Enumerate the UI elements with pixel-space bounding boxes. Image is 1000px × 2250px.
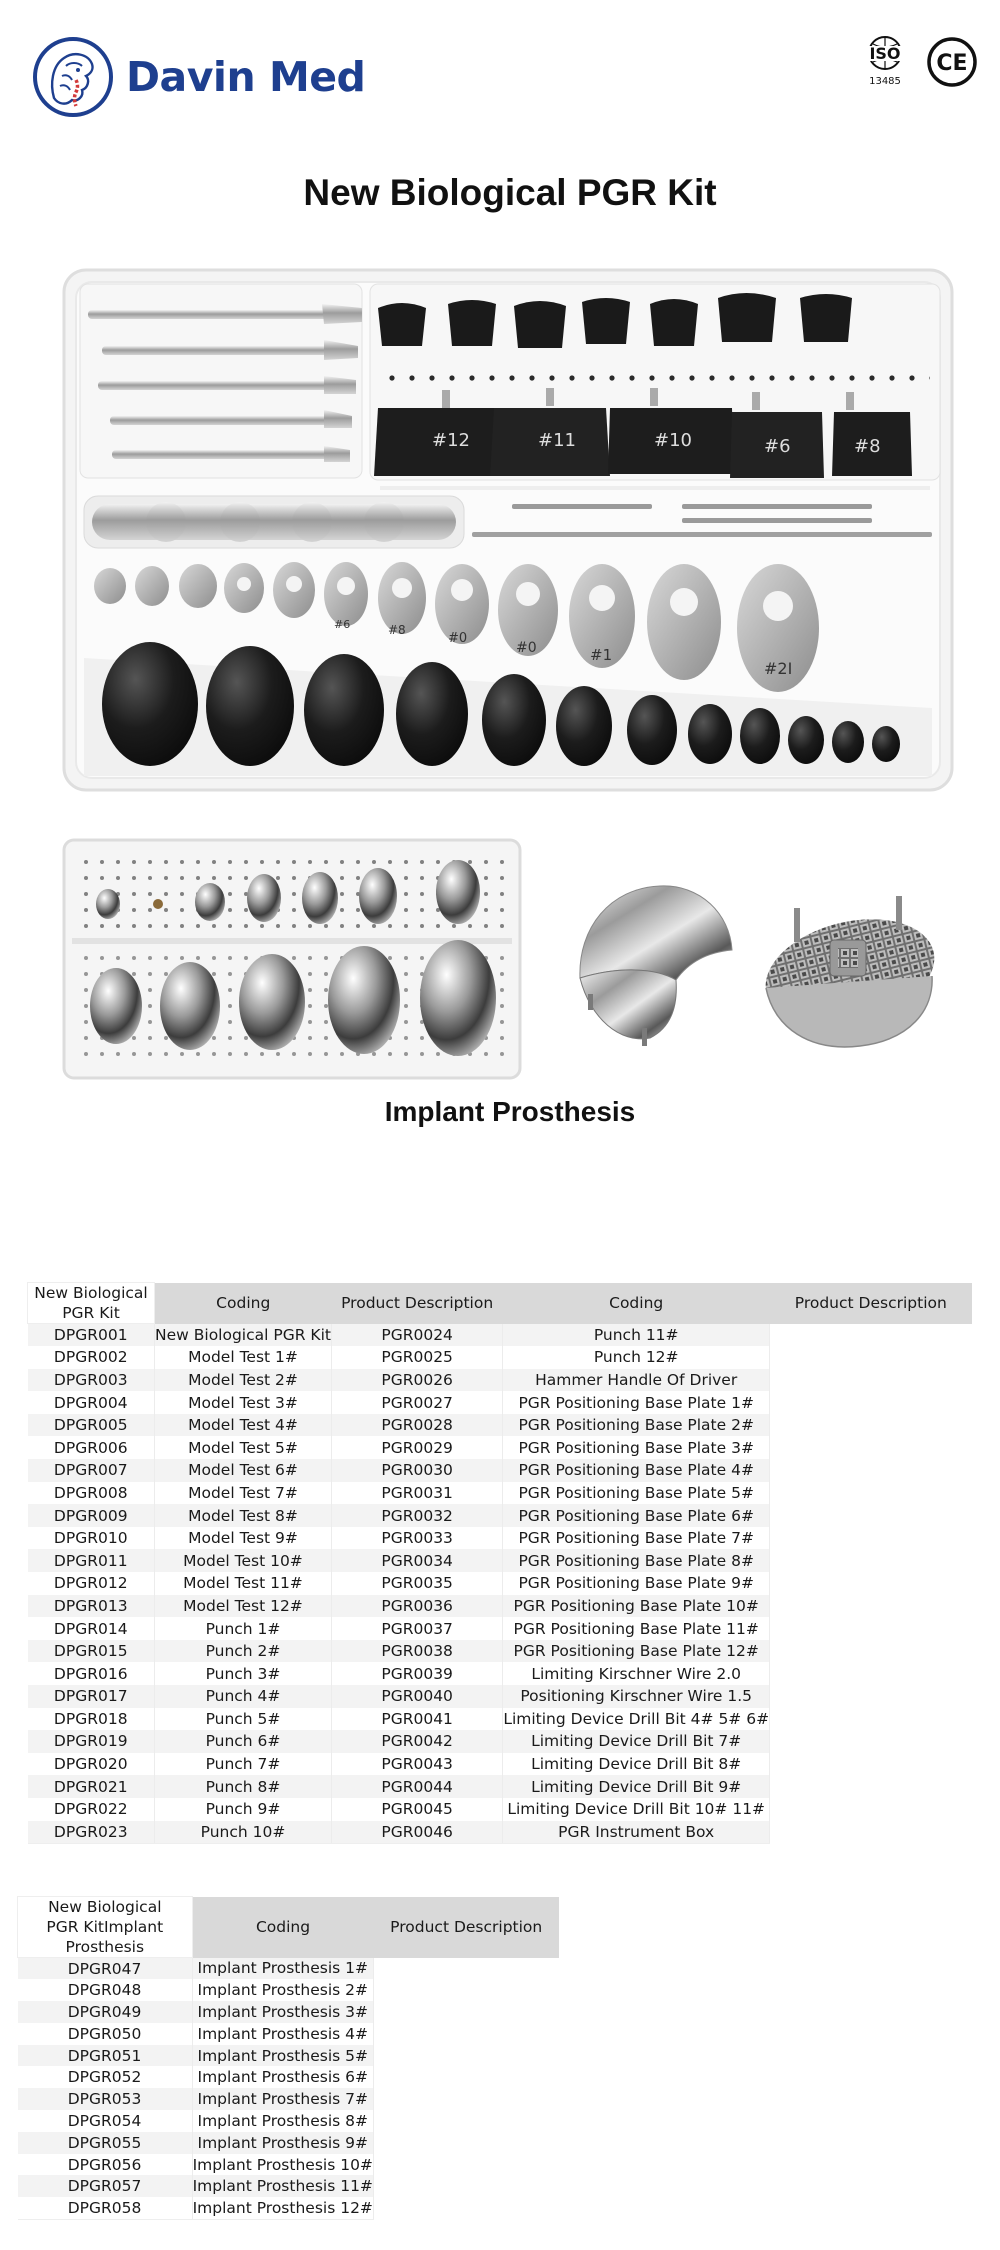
description-cell: PGR Positioning Base Plate 5# <box>503 1482 770 1505</box>
column-header: Coding <box>155 1283 332 1324</box>
description-cell: Model Test 2# <box>155 1369 332 1392</box>
description-cell: PGR Positioning Base Plate 12# <box>503 1640 770 1663</box>
plate-label: #8 <box>388 623 406 637</box>
description-cell: PGR Positioning Base Plate 9# <box>503 1572 770 1595</box>
coding-cell: DPGR050 <box>18 2023 193 2045</box>
table-row <box>28 1708 973 1731</box>
coding-cell: PGR0024 <box>331 1324 502 1347</box>
table-row <box>18 2110 560 2132</box>
coding-cell: DPGR015 <box>28 1640 155 1663</box>
table-row <box>28 1346 973 1369</box>
table-row <box>18 2001 560 2023</box>
coding-cell: PGR0041 <box>331 1708 502 1731</box>
coding-cell: DPGR013 <box>28 1595 155 1618</box>
coding-cell: DPGR009 <box>28 1504 155 1527</box>
iso-label: ISO <box>869 44 901 63</box>
description-cell: Implant Prosthesis 2# <box>192 1979 373 2001</box>
coding-cell: PGR0028 <box>331 1414 502 1437</box>
brand-name: Davin Med <box>126 53 366 101</box>
description-cell: Model Test 10# <box>155 1549 332 1572</box>
coding-cell: PGR0044 <box>331 1775 502 1798</box>
coding-cell: PGR0035 <box>331 1572 502 1595</box>
description-cell: Positioning Kirschner Wire 1.5 <box>503 1685 770 1708</box>
coding-cell: PGR0026 <box>331 1369 502 1392</box>
description-cell: Limiting Device Drill Bit 10# 11# <box>503 1798 770 1821</box>
description-cell: Model Test 7# <box>155 1482 332 1505</box>
column-header: Coding <box>503 1283 770 1324</box>
coding-cell: DPGR012 <box>28 1572 155 1595</box>
implant-product-table <box>17 1896 559 2220</box>
description-cell: Implant Prosthesis 11# <box>192 2177 373 2196</box>
description-cell: Model Test 4# <box>155 1414 332 1437</box>
coding-cell: DPGR021 <box>28 1775 155 1798</box>
table-header-row <box>28 1283 973 1324</box>
coding-cell: PGR0045 <box>331 1798 502 1821</box>
table-row <box>18 2154 560 2176</box>
coding-cell: PGR0034 <box>331 1549 502 1572</box>
description-cell: Model Test 3# <box>155 1391 332 1414</box>
table-row <box>28 1572 973 1595</box>
porous-base-implant <box>754 896 940 1047</box>
description-cell: Implant Prosthesis 12# <box>192 2197 373 2219</box>
table-row <box>28 1369 973 1392</box>
description-cell: New Biological PGR Kit <box>155 1324 332 1347</box>
table-row <box>28 1482 973 1505</box>
coding-cell: DPGR003 <box>28 1369 155 1392</box>
plate-label: #0 <box>516 640 537 656</box>
description-cell: Punch 6# <box>155 1730 332 1753</box>
table-row <box>28 1527 973 1550</box>
description-cell: PGR Positioning Base Plate 4# <box>503 1459 770 1482</box>
description-cell: Implant Prosthesis 10# <box>192 2155 373 2174</box>
table-row <box>18 2023 560 2045</box>
coding-cell: DPGR047 <box>18 1958 193 1980</box>
description-cell: Model Test 8# <box>155 1504 332 1527</box>
table-row <box>18 1979 560 2001</box>
description-cell: Model Test 6# <box>155 1459 332 1482</box>
description-cell: Model Test 11# <box>155 1572 332 1595</box>
coding-cell: DPGR020 <box>28 1753 155 1776</box>
table-row <box>28 1595 973 1618</box>
coding-cell: PGR0033 <box>331 1527 502 1550</box>
table-row <box>28 1391 973 1414</box>
description-cell: Limiting Device Drill Bit 4# 5# 6# <box>503 1708 770 1731</box>
coding-cell: DPGR005 <box>28 1414 155 1437</box>
description-cell: Model Test 9# <box>155 1527 332 1550</box>
description-cell: Implant Prosthesis 9# <box>192 2132 373 2154</box>
coding-cell: PGR0031 <box>331 1482 502 1505</box>
description-cell: Punch 4# <box>155 1685 332 1708</box>
column-header: Product Description <box>373 1897 559 1958</box>
description-cell: Punch 7# <box>155 1753 332 1776</box>
coding-cell: DPGR011 <box>28 1549 155 1572</box>
description-cell: Limiting Device Drill Bit 9# <box>503 1775 770 1798</box>
description-cell: PGR Positioning Base Plate 10# <box>503 1595 770 1618</box>
column-header: Coding <box>192 1897 373 1958</box>
coding-cell: PGR0030 <box>331 1459 502 1482</box>
coding-cell: PGR0037 <box>331 1617 502 1640</box>
coding-cell: DPGR008 <box>28 1482 155 1505</box>
description-cell: Hammer Handle Of Driver <box>503 1369 770 1392</box>
coding-cell: DPGR052 <box>18 2066 193 2088</box>
sage-head-logo-icon <box>32 36 114 118</box>
coding-cell: DPGR017 <box>28 1685 155 1708</box>
table-row <box>28 1459 973 1482</box>
ce-mark-icon <box>926 36 978 88</box>
table-row <box>28 1730 973 1753</box>
table-row <box>18 1958 560 1980</box>
coding-cell: PGR0036 <box>331 1595 502 1618</box>
table-row <box>28 1640 973 1663</box>
coding-cell: DPGR022 <box>28 1798 155 1821</box>
table-row <box>28 1617 973 1640</box>
group-label: New Biological PGR Kit <box>28 1283 155 1324</box>
description-cell: Limiting Kirschner Wire 2.0 <box>503 1662 770 1685</box>
coding-cell: PGR0042 <box>331 1730 502 1753</box>
coding-cell: DPGR056 <box>18 2154 193 2176</box>
table-row <box>18 2045 560 2067</box>
description-cell: Implant Prosthesis 7# <box>192 2088 373 2110</box>
coding-cell: DPGR048 <box>18 1979 193 2001</box>
description-cell: PGR Positioning Base Plate 8# <box>503 1549 770 1572</box>
coding-cell: DPGR053 <box>18 2088 193 2110</box>
page-title: New Biological PGR Kit <box>303 172 717 213</box>
coding-cell: PGR0029 <box>331 1436 502 1459</box>
coding-cell: PGR0027 <box>331 1391 502 1414</box>
coding-cell: DPGR018 <box>28 1708 155 1731</box>
table-row <box>28 1324 973 1347</box>
description-cell: Model Test 1# <box>155 1346 332 1369</box>
column-header: Product Description <box>770 1283 972 1324</box>
coding-cell: DPGR014 <box>28 1617 155 1640</box>
description-cell: PGR Positioning Base Plate 3# <box>503 1436 770 1459</box>
brand-logo[interactable] <box>32 36 365 118</box>
description-cell: PGR Instrument Box <box>503 1821 770 1844</box>
description-cell: Implant Prosthesis 8# <box>192 2110 373 2132</box>
table-row <box>28 1662 973 1685</box>
coding-cell: DPGR019 <box>28 1730 155 1753</box>
description-cell: PGR Positioning Base Plate 7# <box>503 1527 770 1550</box>
model-test-label: #10 <box>654 430 692 451</box>
table-row <box>28 1753 973 1776</box>
plate-label: #6 <box>334 618 351 631</box>
table-row <box>18 2066 560 2088</box>
implant-section-title: Implant Prosthesis <box>384 1096 636 1127</box>
coding-cell: DPGR051 <box>18 2045 193 2067</box>
coding-cell: DPGR016 <box>28 1662 155 1685</box>
coding-cell: PGR0038 <box>331 1640 502 1663</box>
coding-cell: DPGR010 <box>28 1527 155 1550</box>
description-cell: Implant Prosthesis 6# <box>192 2066 373 2088</box>
model-test-label: #11 <box>538 430 576 451</box>
description-cell: Punch 5# <box>155 1708 332 1731</box>
description-cell: Punch 12# <box>503 1346 770 1369</box>
coding-cell: DPGR055 <box>18 2132 193 2154</box>
table-header-row <box>18 1897 560 1958</box>
description-cell: Punch 8# <box>155 1775 332 1798</box>
certification-marks <box>858 36 978 88</box>
description-cell: Implant Prosthesis 1# <box>192 1958 373 1980</box>
description-cell: Model Test 12# <box>155 1595 332 1618</box>
description-cell: Punch 9# <box>155 1798 332 1821</box>
ce-label: CE <box>936 51 968 76</box>
plate-label: #2I <box>764 659 793 678</box>
description-cell: Model Test 5# <box>155 1436 332 1459</box>
femoral-shell-implant <box>580 886 732 1046</box>
table-row <box>28 1414 973 1437</box>
description-cell: Implant Prosthesis 4# <box>192 2023 373 2045</box>
table-row <box>28 1436 973 1459</box>
description-cell: Limiting Device Drill Bit 7# <box>503 1730 770 1753</box>
description-cell: Limiting Device Drill Bit 8# <box>503 1753 770 1776</box>
group-label: New Biological PGR KitImplant Prosthesis <box>18 1897 193 1958</box>
model-test-label: #6 <box>764 436 791 457</box>
coding-cell: PGR0025 <box>331 1346 502 1369</box>
description-cell: Implant Prosthesis 5# <box>192 2045 373 2067</box>
iso-number: 13485 <box>869 76 901 87</box>
description-cell: Punch 3# <box>155 1662 332 1685</box>
column-header: Product Description <box>331 1283 502 1324</box>
table-row <box>18 2132 560 2154</box>
coding-cell: DPGR002 <box>28 1346 155 1369</box>
pgr-kit-tray-image <box>62 268 954 792</box>
description-cell: Punch 2# <box>155 1640 332 1663</box>
table-row <box>28 1798 973 1821</box>
coding-cell: PGR0043 <box>331 1753 502 1776</box>
coding-cell: DPGR007 <box>28 1459 155 1482</box>
coding-cell: DPGR023 <box>28 1821 155 1844</box>
coding-cell: DPGR001 <box>28 1324 155 1347</box>
implant-closeup-image <box>560 868 940 1068</box>
coding-cell: PGR0032 <box>331 1504 502 1527</box>
table-row <box>28 1775 973 1798</box>
hammer-handle <box>84 496 464 548</box>
iso-certification-icon <box>858 36 912 88</box>
table-row <box>18 2088 560 2110</box>
table-row <box>28 1504 973 1527</box>
kit-product-table <box>27 1282 972 1844</box>
coding-cell: DPGR004 <box>28 1391 155 1414</box>
table-row <box>18 2197 560 2219</box>
description-cell: Punch 10# <box>155 1821 332 1844</box>
coding-cell: PGR0046 <box>331 1821 502 1844</box>
coding-cell: DPGR054 <box>18 2110 193 2132</box>
description-cell: Implant Prosthesis 3# <box>192 2001 373 2023</box>
coding-cell: PGR0040 <box>331 1685 502 1708</box>
table-row <box>18 2175 560 2197</box>
table-row <box>28 1821 973 1844</box>
model-test-label: #8 <box>854 436 881 457</box>
coding-cell: DPGR058 <box>18 2197 193 2219</box>
plate-label: #1 <box>590 646 613 664</box>
description-cell: PGR Positioning Base Plate 1# <box>503 1391 770 1414</box>
coding-cell: DPGR006 <box>28 1436 155 1459</box>
table-row <box>28 1685 973 1708</box>
implant-prosthesis-tray-image <box>62 838 522 1080</box>
coding-cell: DPGR049 <box>18 2001 193 2023</box>
coding-cell: PGR0039 <box>331 1662 502 1685</box>
plate-label: #0 <box>448 631 468 646</box>
description-cell: PGR Positioning Base Plate 11# <box>503 1617 770 1640</box>
description-cell: Punch 1# <box>155 1617 332 1640</box>
description-cell: PGR Positioning Base Plate 6# <box>503 1504 770 1527</box>
model-test-label: #12 <box>432 430 470 451</box>
description-cell: Punch 11# <box>503 1324 770 1347</box>
coding-cell: DPGR057 <box>18 2175 193 2197</box>
table-row <box>28 1549 973 1572</box>
description-cell: PGR Positioning Base Plate 2# <box>503 1414 770 1437</box>
